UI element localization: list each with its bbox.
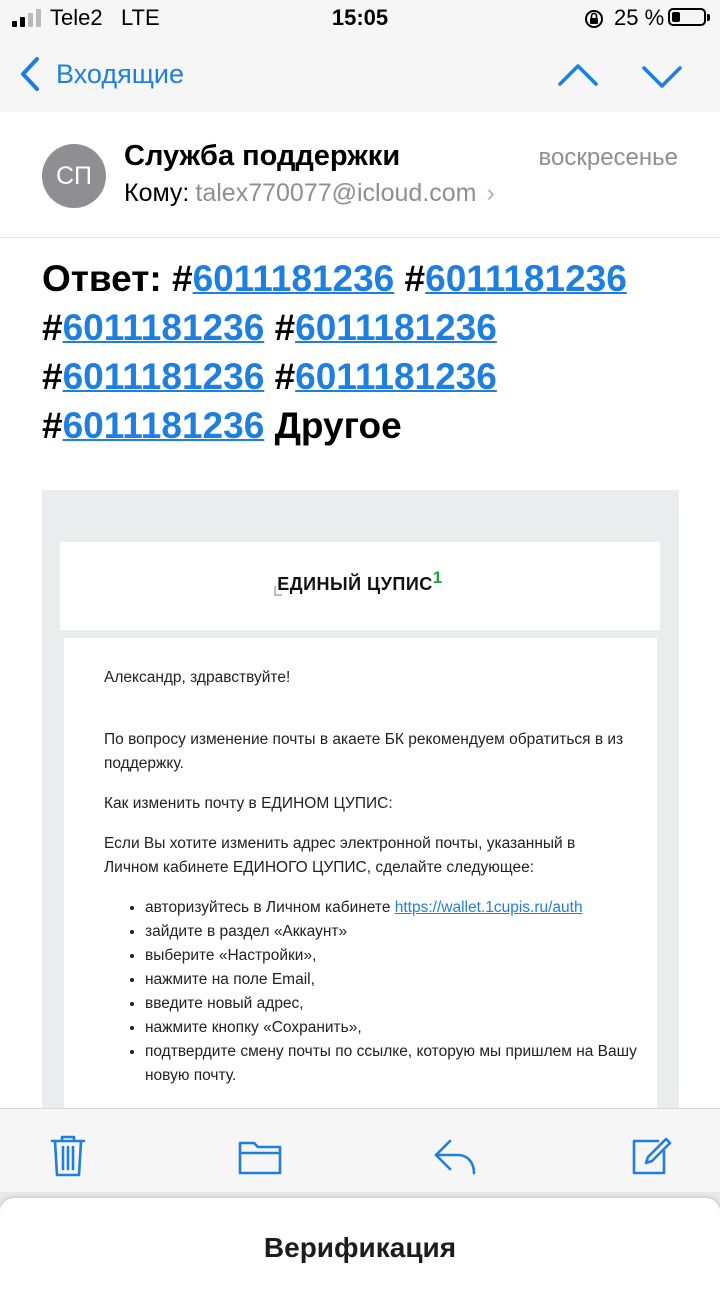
recipient-row[interactable] — [124, 179, 495, 208]
paragraph: По вопросу изменение почты в акаете БК рекомендуем обратиться в из поддержку. — [104, 731, 624, 772]
list-item: • выберите «Настройки», — [145, 944, 665, 968]
message-header — [0, 112, 720, 238]
logo-banner — [60, 542, 660, 630]
list-item: • нажмите на поле Email, — [145, 968, 665, 992]
ticket-link[interactable]: 6011181236 — [192, 258, 395, 299]
ticket-link[interactable]: 6011181236 — [425, 258, 627, 299]
email-body — [42, 490, 679, 1130]
list-item: • авторизуйтесь в Личном кабинете https://wallet.1cupis.ru/auth — [145, 896, 665, 920]
back-label: Входящие — [56, 58, 185, 89]
email-content — [64, 638, 657, 1130]
avatar[interactable]: СП — [42, 144, 106, 208]
battery-icon — [668, 8, 706, 26]
chevron-left-icon — [18, 55, 42, 93]
list-item: • подтвердите смену почты по ссылке, которую мы пришлем на Вашу новую почту. — [145, 1040, 665, 1088]
verification-sheet[interactable] — [0, 1198, 720, 1298]
sheet-title: Верификация — [263, 1232, 457, 1263]
battery-percent: 25 % — [614, 5, 665, 30]
paragraph: Если Вы хотите изменить адрес электронной почты, указанный в Личном кабинете ЕДИНОГО ЦУПИС, сделайте следующее: — [104, 835, 576, 876]
ticket-link[interactable]: 6011181236 — [62, 307, 265, 348]
previous-message-button[interactable] — [556, 54, 600, 98]
logo: ЕДИНЫЙ ЦУПИС1 — [60, 568, 660, 595]
rotation-lock-icon — [584, 9, 604, 29]
wallet-auth-link[interactable]: https://wallet.1cupis.ru/auth — [394, 899, 583, 916]
greeting: Александр, здравствуйте! — [104, 669, 291, 686]
nav-bar — [0, 40, 720, 112]
recipient-address[interactable]: talex770077@icloud.com — [195, 179, 477, 207]
status-time: 15:05 — [331, 5, 389, 30]
reply-icon[interactable] — [432, 1133, 480, 1179]
list-item: • зайдите в раздел «Аккаунт» — [145, 920, 665, 944]
ticket-link[interactable]: 6011181236 — [295, 356, 497, 397]
to-label: Кому: — [124, 179, 190, 207]
paragraph: Как изменить почту в ЕДИНОМ ЦУПИС: — [104, 795, 393, 812]
sender-name[interactable]: Служба поддержки — [124, 140, 401, 172]
list-item: • нажмите кнопку «Сохранить», — [145, 1016, 665, 1040]
compose-icon[interactable] — [628, 1133, 676, 1179]
back-button[interactable] — [18, 52, 184, 96]
folder-icon[interactable] — [236, 1133, 284, 1179]
list-item: • введите новый адрес, — [145, 992, 665, 1016]
message-subject: Ответ: #6011181236 #6011181236 #6011181236 #6011181236 #6011181236 #6011181236 #6011181236 Другое — [42, 258, 627, 446]
message-date: воскресенье — [538, 144, 678, 171]
carrier: Tele2 LTE — [50, 5, 160, 30]
status-bar — [0, 0, 720, 40]
subject-suffix: Другое — [274, 405, 402, 446]
trash-icon[interactable] — [44, 1133, 92, 1179]
ticket-link[interactable]: 6011181236 — [62, 356, 265, 397]
chevron-right-icon: › — [486, 179, 495, 207]
network-type: LTE — [120, 5, 160, 30]
ticket-link[interactable]: 6011181236 — [295, 307, 497, 348]
next-message-button[interactable] — [640, 54, 684, 98]
ticket-link[interactable]: 6011181236 — [62, 405, 265, 446]
steps-list — [104, 896, 665, 1088]
